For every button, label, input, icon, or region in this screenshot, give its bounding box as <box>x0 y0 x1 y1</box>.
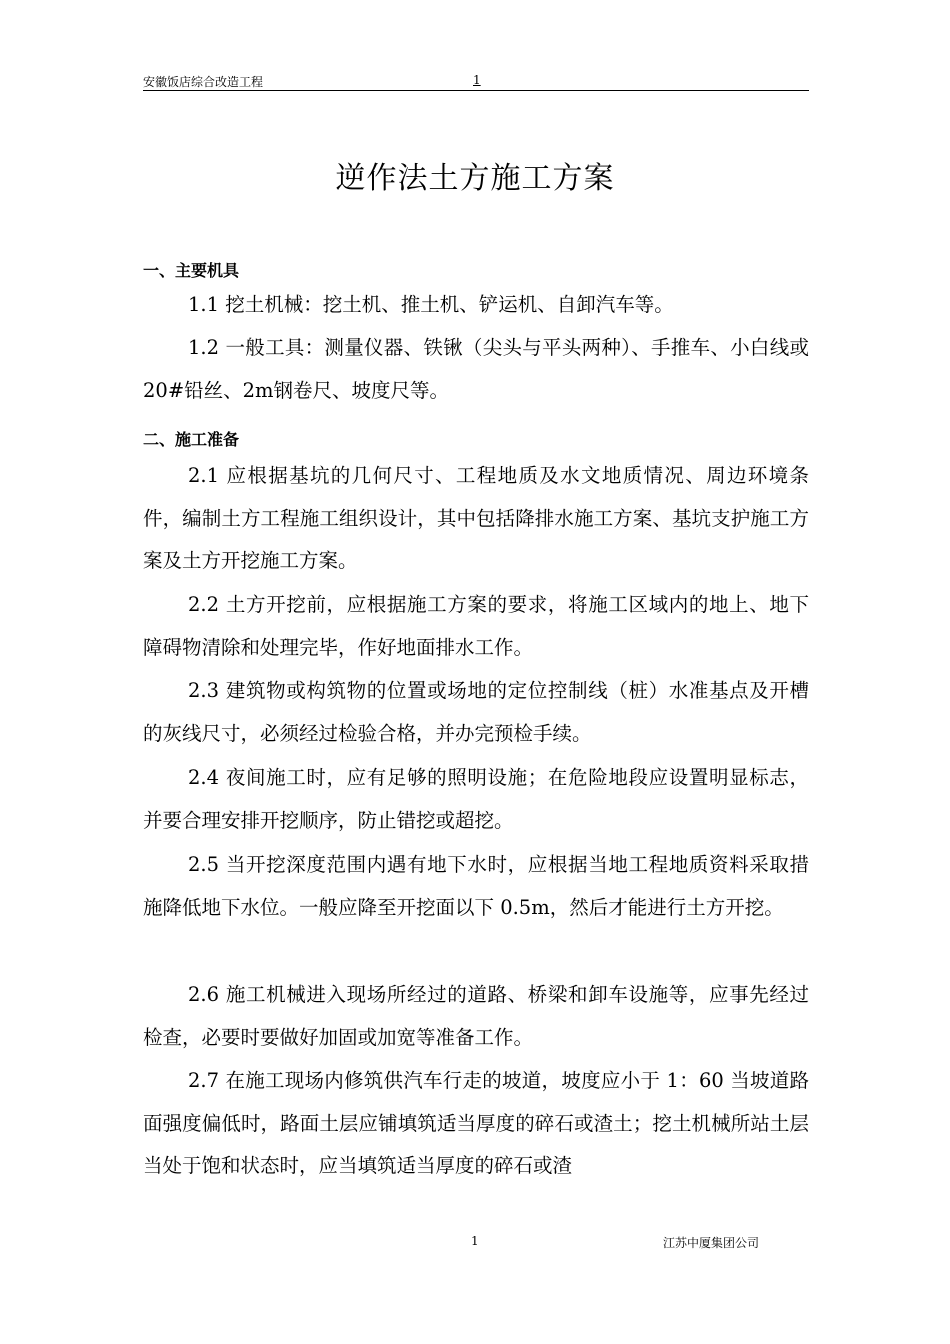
section-heading-equipment: 一、主要机具 <box>143 261 240 280</box>
footer-company: 江苏中厦集团公司 <box>663 1236 760 1250</box>
paragraph-2-2: 2.2 土方开挖前，应根据施工方案的要求，将施工区域内的地上、地下障碍物清除和处理完毕，作好地面排水工作。 <box>143 593 809 659</box>
paragraph-2-1: 2.1 应根据基坑的几何尺寸、工程地质及水文地质情况、周边环境条件，编制土方工程施工组织设计，其中包括降排水施工方案、基坑支护施工方案及土方开挖施工方案。 <box>143 464 809 572</box>
paragraph-2-5: 2.5 当开挖深度范围内遇有地下水时，应根据当地工程地质资料采取措施降低地下水位。一般应降至开挖面以下 0.5m，然后才能进行土方开挖。 <box>143 853 809 919</box>
paragraph-2-3: 2.3 建筑物或构筑物的位置或场地的定位控制线（桩）水准基点及开槽的灰线尺寸，必须经过检验合格，并办完预检手续。 <box>143 679 809 745</box>
header-project-name: 安徽饭店综合改造工程 <box>143 75 264 89</box>
footer-page-number: 1 <box>471 1234 479 1248</box>
paragraph-1-1: 1.1 挖土机械：挖土机、推土机、铲运机、自卸汽车等。 <box>188 293 674 316</box>
paragraph-2-6: 2.6 施工机械进入现场所经过的道路、桥梁和卸车设施等，应事先经过检查，必要时要做好加固或加宽等准备工作。 <box>143 983 809 1049</box>
page-header <box>143 70 809 91</box>
document-title: 逆作法土方施工方案 <box>335 161 615 196</box>
paragraph-2-7: 2.7 在施工现场内修筑供汽车行走的坡道，坡度应小于 1：60 当坡道路面强度偏低时，路面土层应铺填筑适当厚度的碎石或渣土；挖土机械所站土层当处于饱和状态时，应当填筑适当厚度的碎石或渣 <box>143 1069 809 1177</box>
paragraph-2-4: 2.4 夜间施工时，应有足够的照明设施；在危险地段应设置明显标志，并要合理安排开挖顺序，防止错挖或超挖。 <box>143 766 809 832</box>
header-page-number: 1 <box>473 73 481 87</box>
section-heading-preparation: 二、施工准备 <box>143 430 240 449</box>
paragraph-1-2: 1.2 一般工具：测量仪器、铁锹（尖头与平头两种）、手推车、小白线或20#铅丝、2m钢卷尺、坡度尺等。 <box>143 336 809 402</box>
